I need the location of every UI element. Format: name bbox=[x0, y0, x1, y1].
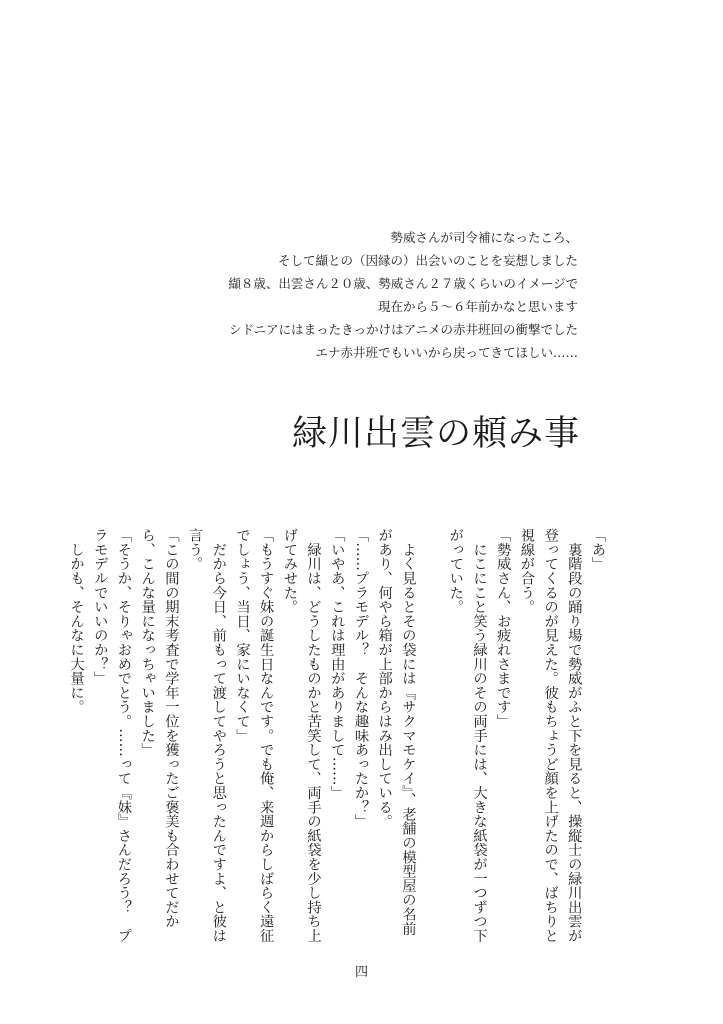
preface-note bbox=[228, 226, 578, 364]
paragraph: 「……プラモデル？ そんな趣味あったか？」 bbox=[352, 528, 369, 829]
preface-line: シドニアにはまったきっかけはアニメの赤井班回の衝撃でした bbox=[229, 322, 578, 337]
paragraph: 「もうすぐ妹の誕生日なんです。でも俺、来週からしばらく遠征でしょう、当日、家にいなくて」 bbox=[234, 528, 275, 943]
page-number: 四 bbox=[354, 965, 368, 980]
paragraph: 裏階段の踊り場で勢威がふと下を見ると、操縦士の緑川出雲が登ってくるのが見えた。彼もちょうど顔を上げたので、ばちりと視線が合う。 bbox=[518, 528, 583, 943]
paragraph: にこにこと笑う緑川のその両手には、大きな紙袋が一つずつ下がっていた。 bbox=[447, 528, 488, 943]
paragraph: 「この間の期末考査で学年一位を獲ったご褒美も合わせてだから、こんな量になっちゃいました」 bbox=[139, 528, 180, 929]
paragraph: 「そうか、そりゃおめでとう。……って『妹』さんだろう？ プラモデルでいいのか？」 bbox=[92, 528, 132, 943]
preface-line: エナ赤井班でもいいから戻ってきてほしい…… bbox=[315, 345, 578, 360]
paragraph: しかも、そんなに大量に。 bbox=[68, 528, 85, 714]
preface-line: 勢威さんが司令補になったころ、 bbox=[390, 230, 578, 245]
paragraph: 「いやあ、これは理由がありまして……」 bbox=[329, 528, 346, 800]
preface-line: 纈８歳、出雲さん２０歳、勢威さん２７歳くらいのイメージで bbox=[228, 276, 578, 291]
paragraph: 「あ」 bbox=[590, 528, 606, 571]
paragraph: だから今日、前もって渡してやろうと思ったんですよ、と彼は言う。 bbox=[187, 528, 227, 943]
paragraph: よく見るとその袋には『サクマモケイ』、老舗の模型屋の名前があり、何やら箱が上部からはみ出している。 bbox=[376, 528, 417, 936]
story-body bbox=[68, 528, 609, 943]
story-title: 緑川出雲の頼み事 bbox=[291, 414, 580, 454]
paragraph: 緑川は、どうしたものかと苦笑して、両手の紙袋を少し持ち上げてみせた。 bbox=[281, 528, 322, 943]
preface-line: そして纈との（因縁の）出会いのことを妄想しました bbox=[277, 253, 578, 268]
paragraph: 「勢威さん、お疲れさまです」 bbox=[495, 528, 512, 729]
preface-line: 現在から５～６年前かなと思います bbox=[377, 299, 578, 314]
